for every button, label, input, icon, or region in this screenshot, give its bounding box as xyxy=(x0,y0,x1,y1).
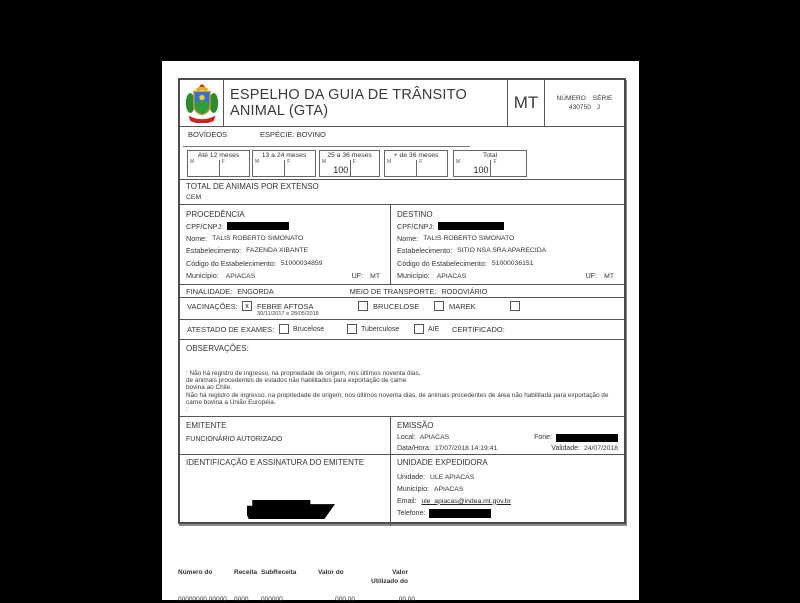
species-group: BOVÍDEOS xyxy=(188,130,228,139)
procedencia-municipio-line xyxy=(186,270,384,282)
origin-destination-section xyxy=(180,205,624,285)
fee-col-receita: Receita xyxy=(234,569,258,576)
uf-pair xyxy=(352,271,380,280)
redacted-telefone-value xyxy=(429,509,491,518)
brucelose-label: BRUCELOSE xyxy=(373,302,420,311)
marek-label: MAREK xyxy=(449,302,476,311)
age-box-ate-12 xyxy=(187,150,250,177)
transporte-value: RODOVIÁRIO xyxy=(441,286,488,296)
destino-estab-line xyxy=(397,245,618,257)
fone-pair xyxy=(534,434,618,442)
cpf-label: CPF/CNPJ: xyxy=(397,221,435,231)
age-box-13-24 xyxy=(252,150,316,177)
estabelecimento-label: Estabelecimento: xyxy=(397,246,453,256)
age-boxes-row xyxy=(180,150,624,178)
brucelose-checkbox[interactable] xyxy=(358,301,368,311)
codigo-label: Código do Estabelecimento: xyxy=(186,258,276,268)
female-label: F xyxy=(221,159,225,165)
observacoes-title: OBSERVAÇÕES: xyxy=(186,344,249,353)
local-pair xyxy=(397,434,449,441)
age-box-mais-36 xyxy=(384,150,448,177)
assinatura-unidade-section xyxy=(180,455,624,526)
nome-value: TALIS ROBERTO SIMONATO xyxy=(212,235,304,243)
emissao-column xyxy=(391,417,624,454)
vacinacoes-row xyxy=(180,298,624,320)
fone-label: Fone: xyxy=(534,434,552,441)
age-box-total xyxy=(453,150,527,177)
emitente-value: FUNCIONÁRIO AUTORIZADO xyxy=(186,436,283,443)
municipio-label: Município: xyxy=(397,485,429,493)
email-label: Email: xyxy=(397,497,417,505)
assinatura-column xyxy=(180,455,391,526)
validade-label: Validade: xyxy=(551,445,580,452)
procedencia-codigo-line xyxy=(186,257,384,269)
species-section xyxy=(180,127,624,180)
procedencia-nome-line xyxy=(186,232,384,244)
emissao-local-line xyxy=(397,432,618,443)
male-label: M xyxy=(255,159,260,165)
emissao-data-line xyxy=(397,443,618,454)
febre-aftosa-checkbox[interactable]: x xyxy=(242,301,252,311)
unidade-label: Unidade: xyxy=(397,473,426,481)
numero-serie-box xyxy=(545,80,624,126)
mf-divider xyxy=(490,160,491,176)
female-label: F xyxy=(493,159,497,165)
fee-row-subreceita: 000000 xyxy=(261,596,283,603)
procedencia-cpf-line xyxy=(186,220,384,232)
codigo-value: 51000036151 xyxy=(491,259,534,267)
uf-value: MT xyxy=(370,273,380,281)
estabelecimento-label: Estabelecimento: xyxy=(186,246,242,256)
nome-label: Nome: xyxy=(186,234,208,244)
codigo-label: Código do Estabelecimento: xyxy=(397,258,487,268)
male-count: 100 xyxy=(473,165,489,175)
finalidade-row xyxy=(180,285,624,298)
age-box-25-36 xyxy=(319,150,380,177)
mf-divider xyxy=(416,160,417,176)
total-extenso-label: TOTAL DE ANIMAIS POR EXTENSO xyxy=(186,182,319,191)
uf-label: UF: xyxy=(351,271,364,281)
fee-col-subreceita: SubReceita xyxy=(261,569,297,576)
obs-line: : Não há registro de ingresso, na propriedade de origem, nos últimos noventa dias, xyxy=(186,370,421,377)
mf-divider xyxy=(350,160,351,176)
total-extenso-section xyxy=(180,180,624,205)
exame-tuberculose-label: Tuberculose xyxy=(361,326,400,333)
destino-municipio-line xyxy=(397,270,618,282)
title-line-1: ESPELHO DA GUIA DE TRÂNSITO xyxy=(230,87,467,103)
unidade-line xyxy=(397,471,618,483)
mf-divider xyxy=(284,160,285,176)
numero-serie-value: 430750 J xyxy=(568,104,601,111)
unidade-column xyxy=(391,455,624,526)
transporte-label: MEIO DE TRANSPORTE: xyxy=(349,286,437,296)
destino-nome-line xyxy=(397,232,618,244)
mato-grosso-coat-of-arms-icon xyxy=(184,83,220,123)
species-underline xyxy=(183,146,470,147)
female-label: F xyxy=(352,159,356,165)
telefone-label: Telefone: xyxy=(397,509,426,517)
procedencia-estab-line xyxy=(186,245,384,257)
age-box-label: + de 36 meses xyxy=(393,152,439,159)
vacinacoes-label: VACINAÇÕES: xyxy=(187,302,238,311)
age-box-label: Até 12 meses xyxy=(197,152,240,159)
fee-col-valor-utilizado-2: Utilizado do xyxy=(371,578,408,585)
emitente-emissao-section xyxy=(180,417,624,455)
redacted-cpf-value xyxy=(438,222,504,230)
estabelecimento-value: FAZENDA XIBANTE xyxy=(246,247,309,255)
local-label: Local: xyxy=(397,434,416,441)
total-extenso-value: CEM xyxy=(186,194,202,201)
destino-column xyxy=(391,205,624,284)
exame-aie-label: AIE xyxy=(428,326,440,333)
observacoes-text xyxy=(186,370,618,413)
destino-cpf-line xyxy=(397,220,618,232)
emissao-title: EMISSÃO xyxy=(397,421,434,430)
destino-codigo-line xyxy=(397,257,618,269)
finalidade-label: FINALIDADE: xyxy=(186,286,233,296)
email-link[interactable]: ule_apiacas@indea.mt.gov.br xyxy=(421,497,511,505)
datahora-pair xyxy=(397,445,497,452)
febre-aftosa-dates: 30/11/2017 e 28/05/2018 xyxy=(257,311,319,317)
numero-serie-label: NÚMERO SÉRIE xyxy=(556,95,613,102)
species-line xyxy=(180,127,624,147)
male-label: M xyxy=(387,159,392,165)
obs-line: de animais procedentes de estados não habilitados para exportação de carne xyxy=(186,377,407,385)
unidade-telefone-line xyxy=(397,507,618,519)
exame-brucelose-checkbox[interactable] xyxy=(279,324,289,334)
obs-line: Não há registro de ingresso, na propriedade de origem, nos últimos noventa dias, de animais procedentes de área não habilitada para exportação de xyxy=(186,391,609,399)
nome-label: Nome: xyxy=(397,234,419,244)
procedencia-column xyxy=(180,205,391,284)
unidade-municipio-line xyxy=(397,483,618,495)
municipio-pair xyxy=(186,271,255,280)
uf-pair xyxy=(586,271,614,280)
municipio-label: Município: xyxy=(186,271,219,281)
unidade-value: ULE APIACAS xyxy=(430,473,475,481)
gta-document xyxy=(178,78,626,524)
emitente-column xyxy=(180,417,391,454)
municipio-value: APIACAS xyxy=(436,273,467,281)
document-title xyxy=(224,80,508,126)
nome-value: TALIS ROBERTO SIMONATO xyxy=(423,235,515,243)
female-label: F xyxy=(287,159,291,165)
age-box-label: 13 a 24 meses xyxy=(261,152,307,159)
uf-label: UF: xyxy=(585,271,598,281)
male-label: M xyxy=(456,159,461,165)
logo-cell xyxy=(180,80,224,126)
finalidade-value: ENGORDA xyxy=(237,286,274,296)
municipio-value: APIACAS xyxy=(225,273,256,281)
obs-line: carne bovina a União Européia. xyxy=(186,398,276,406)
exame-brucelose-label: Brucelose xyxy=(293,326,325,333)
febre-aftosa-label: FEBRE AFTOSA xyxy=(257,302,314,311)
obs-line: : xyxy=(186,406,188,414)
destino-title: DESTINO xyxy=(397,209,433,219)
municipio-value: APIACAS xyxy=(433,485,464,493)
certificado-label: CERTIFICADO: xyxy=(452,325,505,334)
fee-row-valor-utilizado: 00.00 xyxy=(398,596,415,603)
validade-value: 24/07/2018 xyxy=(583,445,618,452)
fee-row-receita: 0000 xyxy=(234,596,249,603)
local-value: APIACAS xyxy=(419,434,450,441)
uf-badge: MT xyxy=(508,80,545,126)
unidade-email-line xyxy=(397,495,618,507)
codigo-value: 51000034859 xyxy=(280,259,323,267)
mf-divider xyxy=(219,160,220,176)
male-count: 100 xyxy=(333,165,349,175)
fee-row-valor: 000.00 xyxy=(335,596,355,603)
atestado-label: ATESTADO DE EXAMES: xyxy=(187,325,275,334)
marek-checkbox[interactable] xyxy=(434,301,444,311)
datahora-value: 17/07/2018 14:19:41 xyxy=(434,445,498,452)
obs-line: bovina ao Chile. xyxy=(186,384,232,392)
cpf-label: CPF/CNPJ: xyxy=(186,221,224,231)
fee-col-numero: Número do xyxy=(178,569,213,576)
species-name: ESPÉCIE: BOVINO xyxy=(260,130,326,139)
fee-col-valor-utilizado-1: Valor xyxy=(392,569,408,576)
municipio-label: Município: xyxy=(397,271,430,281)
procedencia-title: PROCEDÊNCIA xyxy=(186,209,245,219)
emitente-title: EMITENTE xyxy=(186,421,227,430)
estabelecimento-value: SITIO NSA SRA APARECIDA xyxy=(457,247,547,255)
female-label: F xyxy=(419,159,423,165)
extra-vacina-checkbox[interactable] xyxy=(510,301,520,311)
age-box-label: Total xyxy=(482,152,498,159)
exame-tuberculose-checkbox[interactable] xyxy=(347,324,357,334)
document-page xyxy=(162,61,639,600)
uf-value: MT xyxy=(604,273,614,281)
municipio-pair xyxy=(397,271,466,280)
validade-pair xyxy=(551,445,618,452)
observacoes-section xyxy=(180,340,624,417)
title-line-2: ANIMAL (GTA) xyxy=(230,103,329,119)
document-header xyxy=(180,80,624,127)
unidade-title: UNIDADE EXPEDIDORA xyxy=(397,458,488,467)
age-box-label: 25 a 36 meses xyxy=(327,152,372,159)
assinatura-title: IDENTIFICAÇÃO E ASSINATURA DO EMITENTE xyxy=(186,458,365,467)
redacted-cpf-value xyxy=(227,222,289,230)
datahora-label: Data/Hora: xyxy=(397,445,431,452)
atestado-row xyxy=(180,320,624,340)
fee-col-valor: Valor do xyxy=(318,569,344,576)
redacted-fone-value xyxy=(556,434,618,442)
male-label: M xyxy=(322,159,327,165)
exame-aie-checkbox[interactable] xyxy=(414,324,424,334)
fee-row-numero: 00000000.00000 xyxy=(178,596,227,603)
male-label: M xyxy=(190,159,195,165)
redacted-signature xyxy=(247,500,335,519)
